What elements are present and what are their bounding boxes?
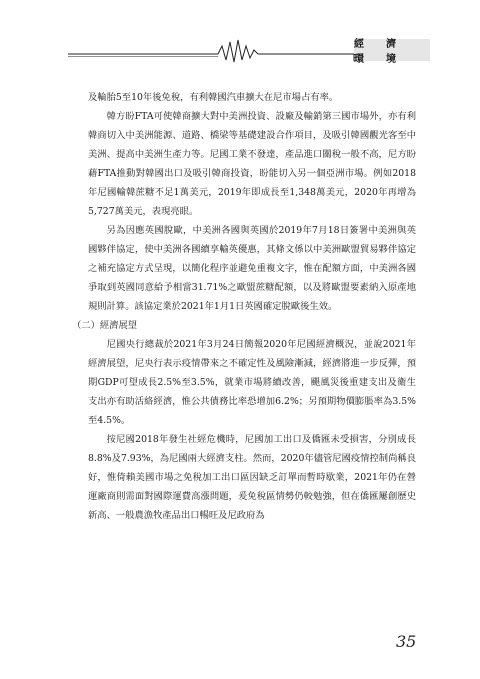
body-paragraph: 尼國央行總裁於2021年3月24日簡報2020年尼國經濟概況，並說2021年經濟展望，尼央行表示疫情帶來之不確定性及風險漸減，經濟將進一步反彈，預期GDP可望成長2.5%至3.5%，就業市場將續改善，颶風災後重建支出及衛生支出亦有助活絡經濟，惟公共債務比率恐增加6.2%；另預期物價膨脹率為3.5%至4.5%。	[88, 339, 416, 426]
running-header	[68, 36, 430, 64]
body-paragraph: 另為因應英國脫歐，中美洲各國與英國於2019年7月18日簽署中美洲與英國夥伴協定，使中美洲各國續享輸英優惠，其條文係以中美洲歐盟貿易夥伴協定之補充協定方式呈現，以簡化程序並避免重複文字，惟在配額方面，中美洲各國爭取到英國同意給予相當31.71%之歐盟蔗糖配額，以及將歐盟要素納入原產地規則計算。該協定業於2021年1月1日英國確定脫歐後生效。	[88, 225, 416, 312]
page-number: 35	[396, 632, 417, 651]
section-title: 經 濟 環 境	[354, 39, 418, 65]
section-heading: （二）經濟展望	[72, 320, 138, 331]
body-paragraph: 韓方盼FTA可使韓商擴大對中美洲投資、設廠及輸銷第三國市場外，亦有利韓商切入中美洲能源、道路、橋梁等基礎建設合作項目，及吸引韓國觀光客至中美洲、提高中美洲生產力等。尼國工業不發達，產品進口關稅一般不高，尼方盼藉FTA推動對韓國出口及吸引韓商投資，盼能切入另一個亞洲市場。例如2018年尼國輸韓蔗糖不足1萬美元，2019年即成長至1,348萬美元，2020年再增為5,727萬美元，表現亮眼。	[88, 111, 416, 217]
page-body	[72, 88, 416, 525]
body-paragraph: 按尼國2018年發生社經危機時，尼國加工出口及僑匯未受損害，分別成長8.8%及7.93%，為尼國兩大經濟支柱。然而，2020年儘管尼國疫情控制尚稱良好，惟倚賴美國市場之免稅加工出口區因缺乏訂單而暫時歇業，2021年仍在營運廠商則需面對國際運費高漲問題，爰免稅區情勢仍較勉強，但在僑匯屢創歷史新高、一般農漁牧產品出口暢旺及尼政府為	[88, 434, 416, 521]
body-paragraph: 及輪胎5至10年後免稅，有利韓國汽車擴大在尼市場占有率。	[88, 92, 339, 103]
